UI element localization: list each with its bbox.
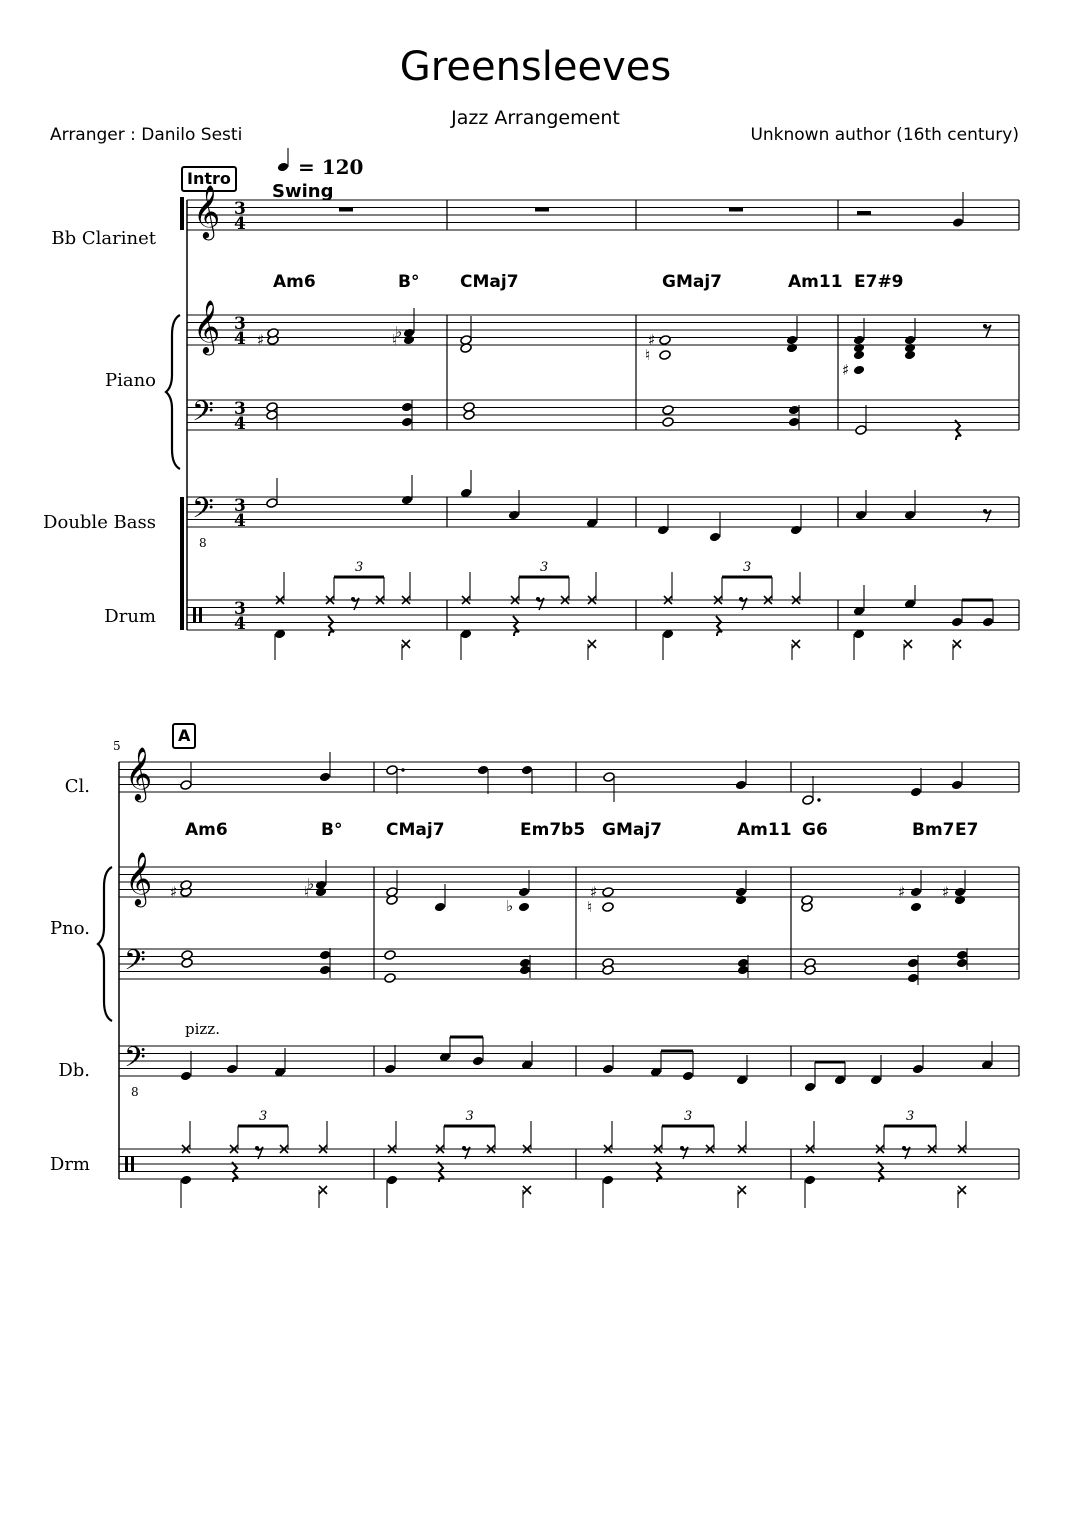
tuplet-number: 3 bbox=[906, 1109, 915, 1124]
chord-symbol: Am6 bbox=[185, 820, 228, 840]
notehead bbox=[659, 350, 671, 361]
tempo-note-icon bbox=[277, 162, 289, 173]
notehead bbox=[786, 335, 798, 346]
style-marking: Swing bbox=[272, 181, 334, 202]
notehead bbox=[319, 772, 331, 783]
notehead bbox=[602, 887, 614, 898]
notehead bbox=[384, 1064, 396, 1075]
bracket bbox=[180, 497, 184, 630]
sharp-accidental: ♯ bbox=[590, 883, 598, 901]
notehead bbox=[855, 510, 867, 521]
notehead bbox=[662, 417, 674, 428]
notehead bbox=[910, 787, 922, 798]
dot bbox=[817, 798, 820, 801]
notehead bbox=[180, 1071, 192, 1082]
bass-clef: 𝄢 bbox=[192, 492, 214, 532]
chord-symbol: GMaj7 bbox=[602, 820, 662, 840]
notehead bbox=[315, 880, 327, 891]
time-signature-denominator: 4 bbox=[234, 329, 246, 349]
measure-number: 5 bbox=[113, 739, 121, 753]
notehead bbox=[508, 510, 520, 521]
notehead bbox=[910, 902, 922, 913]
notehead bbox=[602, 1064, 614, 1075]
chord-symbol: Am6 bbox=[273, 272, 316, 292]
notehead bbox=[735, 780, 747, 791]
notehead bbox=[180, 1175, 192, 1186]
percussion-clef bbox=[125, 1157, 128, 1172]
tempo-marking: = 120 bbox=[298, 155, 364, 179]
notehead bbox=[401, 417, 413, 428]
chord-symbol: Am11 bbox=[737, 820, 792, 840]
notehead bbox=[786, 343, 798, 354]
notehead bbox=[602, 1175, 614, 1186]
chord-symbol: G6 bbox=[802, 820, 828, 840]
notehead bbox=[956, 950, 968, 961]
score-subtitle: Jazz Arrangement bbox=[451, 107, 620, 129]
treble-clef: 𝄞 bbox=[193, 299, 221, 353]
quarter-rest bbox=[328, 616, 334, 636]
time-signature-denominator: 4 bbox=[234, 414, 246, 434]
sharp-accidental: ♯ bbox=[898, 883, 906, 901]
notehead bbox=[603, 772, 615, 783]
tuplet-number: 3 bbox=[743, 560, 752, 575]
notehead bbox=[434, 902, 446, 913]
notehead bbox=[403, 328, 415, 339]
octave-marking: 8 bbox=[199, 536, 207, 550]
score-title: Greensleeves bbox=[399, 44, 672, 90]
notehead bbox=[956, 958, 968, 969]
treble-clef: 𝄞 bbox=[125, 746, 153, 800]
notehead bbox=[384, 950, 396, 961]
treble-clef: 𝄞 bbox=[193, 184, 221, 238]
dot bbox=[401, 768, 404, 771]
cymbal-notehead bbox=[904, 640, 912, 648]
notehead bbox=[401, 495, 413, 506]
natural-accidental: ♮ bbox=[304, 883, 310, 901]
time-signature-numerator: 3 bbox=[234, 599, 246, 619]
notehead bbox=[463, 410, 475, 421]
eighth-rest-dot bbox=[255, 1146, 259, 1150]
instrument-name-bass: Double Bass bbox=[43, 512, 156, 533]
chord-symbol: B° bbox=[398, 272, 420, 292]
instrument-name-clarinet: Bb Clarinet bbox=[51, 228, 156, 249]
time-signature-denominator: 4 bbox=[234, 511, 246, 531]
cymbal-notehead bbox=[402, 640, 410, 648]
bass-clef: 𝄢 bbox=[124, 944, 146, 984]
notehead bbox=[735, 895, 747, 906]
eighth-rest-dot bbox=[902, 1146, 906, 1150]
cymbal-notehead bbox=[523, 1186, 531, 1194]
notehead bbox=[788, 417, 800, 428]
time-signature-denominator: 4 bbox=[234, 614, 246, 634]
chord-symbol: GMaj7 bbox=[662, 272, 722, 292]
instrument-name-bass-short: Db. bbox=[58, 1060, 90, 1081]
eighth-rest-dot bbox=[462, 1146, 466, 1150]
chord-symbol: CMaj7 bbox=[460, 272, 519, 292]
sharp-accidental: ♯ bbox=[257, 331, 265, 349]
notehead bbox=[181, 958, 193, 969]
notehead bbox=[907, 958, 919, 969]
notehead bbox=[804, 1082, 816, 1093]
percussion-clef bbox=[193, 608, 196, 623]
chord-symbol: CMaj7 bbox=[386, 820, 445, 840]
notehead bbox=[657, 525, 669, 536]
natural-accidental: ♮ bbox=[645, 346, 651, 364]
instrument-name-drum-short: Drm bbox=[49, 1154, 90, 1175]
eighth-rest-dot bbox=[983, 324, 987, 328]
composer-credit: Unknown author (16th century) bbox=[750, 125, 1019, 145]
bass-clef: 𝄢 bbox=[124, 1041, 146, 1081]
notehead bbox=[954, 887, 966, 898]
instrument-name-piano: Piano bbox=[104, 370, 156, 391]
half-rest bbox=[857, 211, 871, 215]
pizzicato-marking: pizz. bbox=[185, 1020, 220, 1038]
tuplet-number: 3 bbox=[684, 1109, 693, 1124]
notehead bbox=[951, 780, 963, 791]
flat-accidental: ♭ bbox=[395, 323, 403, 341]
rehearsal-mark-intro: Intro bbox=[181, 166, 237, 192]
notehead bbox=[460, 335, 472, 346]
tuplet-number: 3 bbox=[259, 1109, 268, 1124]
treble-clef: 𝄞 bbox=[125, 851, 153, 905]
time-signature-numerator: 3 bbox=[234, 314, 246, 334]
chord-symbol: Em7b5 bbox=[520, 820, 586, 840]
notehead bbox=[266, 410, 278, 421]
quarter-rest bbox=[513, 616, 519, 636]
notehead bbox=[519, 965, 531, 976]
cymbal-notehead bbox=[319, 1186, 327, 1194]
tuplet-number: 3 bbox=[465, 1109, 474, 1124]
notehead bbox=[951, 617, 963, 628]
notehead bbox=[518, 902, 530, 913]
cymbal-notehead bbox=[958, 1186, 966, 1194]
time-signature-numerator: 3 bbox=[234, 496, 246, 516]
chord-symbol: E7#9 bbox=[854, 272, 904, 292]
notehead bbox=[472, 1056, 484, 1067]
sharp-accidental: ♯ bbox=[648, 331, 656, 349]
notehead bbox=[910, 887, 922, 898]
eighth-rest-dot bbox=[739, 597, 743, 601]
notehead bbox=[735, 887, 747, 898]
sharp-accidental: ♯ bbox=[942, 883, 950, 901]
natural-accidental: ♮ bbox=[587, 898, 593, 916]
arranger-credit: Arranger : Danilo Sesti bbox=[50, 125, 243, 145]
notehead bbox=[855, 425, 867, 436]
notehead bbox=[802, 795, 814, 806]
notehead bbox=[853, 365, 865, 376]
chord-symbol: Am11 bbox=[788, 272, 843, 292]
whole-rest bbox=[339, 208, 353, 212]
whole-rest bbox=[729, 208, 743, 212]
tuplet-number: 3 bbox=[355, 560, 364, 575]
rehearsal-mark-a: A bbox=[172, 723, 196, 749]
eighth-rest-dot bbox=[680, 1146, 684, 1150]
sharp-accidental: ♯ bbox=[170, 883, 178, 901]
bracket bbox=[180, 197, 184, 230]
notehead bbox=[401, 402, 413, 413]
notehead bbox=[952, 217, 964, 228]
notehead bbox=[662, 405, 674, 416]
notehead bbox=[790, 525, 802, 536]
notehead bbox=[853, 335, 865, 346]
notehead bbox=[982, 617, 994, 628]
instrument-name-drum: Drum bbox=[104, 606, 156, 627]
chord-symbol: E7 bbox=[955, 820, 979, 840]
instrument-name-piano-short: Pno. bbox=[50, 918, 90, 939]
bass-clef: 𝄢 bbox=[192, 395, 214, 435]
cymbal-notehead bbox=[588, 640, 596, 648]
notehead bbox=[904, 335, 916, 346]
time-signature-numerator: 3 bbox=[234, 399, 246, 419]
whole-rest bbox=[535, 208, 549, 212]
notehead bbox=[904, 343, 916, 354]
notehead bbox=[518, 887, 530, 898]
eighth-rest-dot bbox=[983, 509, 987, 513]
notehead bbox=[907, 973, 919, 984]
eighth-rest-dot bbox=[536, 597, 540, 601]
notehead bbox=[737, 965, 749, 976]
piano-brace bbox=[98, 867, 112, 1021]
piano-brace bbox=[166, 315, 180, 469]
flat-accidental: ♭ bbox=[506, 897, 514, 915]
notehead bbox=[709, 532, 721, 543]
percussion-clef bbox=[199, 608, 202, 623]
octave-marking: 8 bbox=[131, 1085, 139, 1099]
notehead bbox=[319, 950, 331, 961]
notehead bbox=[853, 343, 865, 354]
notehead bbox=[319, 965, 331, 976]
notehead bbox=[788, 405, 800, 416]
notehead bbox=[266, 498, 278, 509]
notehead bbox=[659, 335, 671, 346]
notehead bbox=[682, 1071, 694, 1082]
flat-accidental: ♭ bbox=[307, 875, 315, 893]
percussion-clef bbox=[131, 1157, 134, 1172]
notehead bbox=[954, 895, 966, 906]
notehead bbox=[384, 973, 396, 984]
notehead bbox=[477, 765, 489, 776]
notehead bbox=[804, 1175, 816, 1186]
cymbal-notehead bbox=[738, 1186, 746, 1194]
notehead bbox=[386, 887, 398, 898]
sharp-accidental: ♯ bbox=[842, 361, 850, 379]
tuplet-number: 3 bbox=[540, 560, 549, 575]
instrument-name-clarinet-short: Cl. bbox=[64, 776, 90, 797]
notehead bbox=[521, 765, 533, 776]
quarter-rest bbox=[716, 616, 722, 636]
chord-symbol: B° bbox=[321, 820, 343, 840]
time-signature-numerator: 3 bbox=[234, 199, 246, 219]
notehead bbox=[226, 1064, 238, 1075]
cymbal-notehead bbox=[792, 640, 800, 648]
notehead bbox=[180, 780, 192, 791]
eighth-rest-dot bbox=[351, 597, 355, 601]
notehead bbox=[904, 510, 916, 521]
chord-symbol: Bm7 bbox=[912, 820, 955, 840]
notehead bbox=[386, 765, 398, 776]
natural-accidental: ♮ bbox=[392, 331, 398, 349]
notehead bbox=[602, 902, 614, 913]
time-signature-denominator: 4 bbox=[234, 214, 246, 234]
notehead bbox=[386, 1175, 398, 1186]
cymbal-notehead bbox=[953, 640, 961, 648]
notehead bbox=[912, 1064, 924, 1075]
